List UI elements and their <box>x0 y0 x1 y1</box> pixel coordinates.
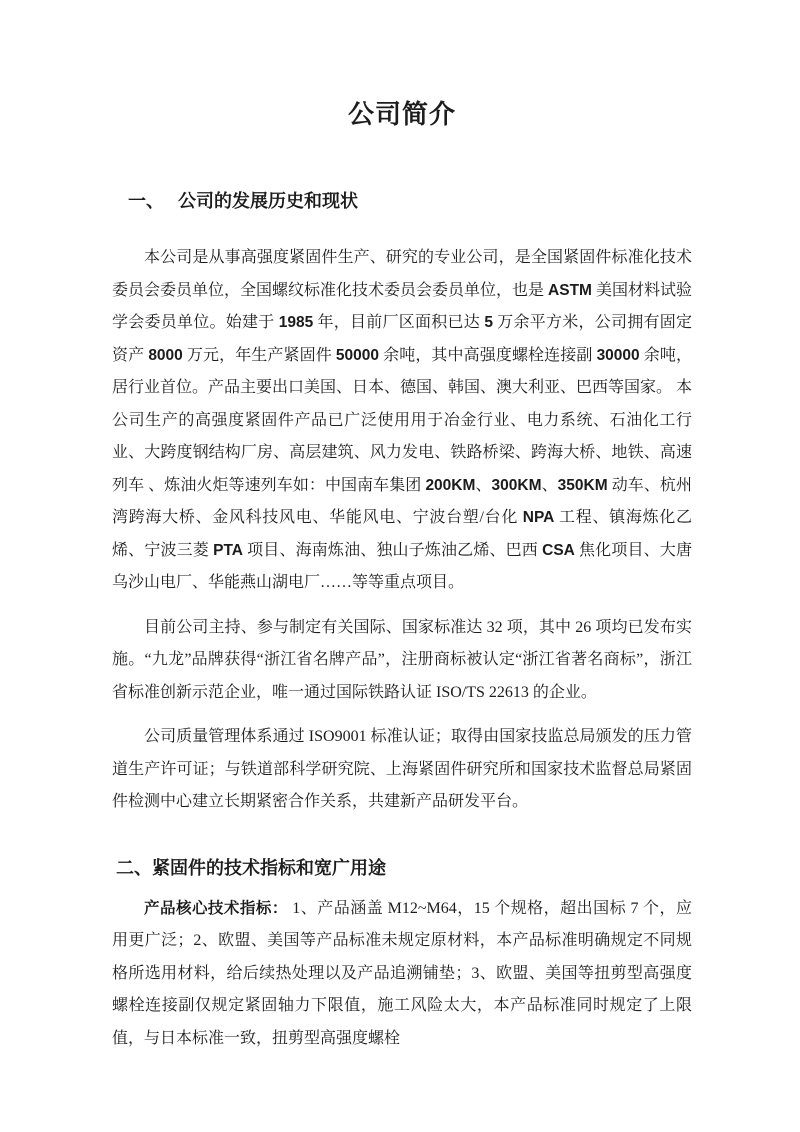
text-run: 余吨，其中高强度螺栓连接副 <box>379 346 597 364</box>
paragraph-company-history <box>112 242 692 600</box>
text-run: 目前公司主持、参与制定有关国际、国家标准达 32 项，其中 26 项均已发布实施。“九龙”品牌获得“浙江省名牌产品”，注册商标被认定“浙江省著名商标”，浙江省标准创新示范企业，唯一通过国际铁路认证 ISO/TS 22613 的企业。 <box>112 618 692 701</box>
section2-heading: 二、紧固件的技术指标和宽广用途 <box>116 857 386 878</box>
text-run: 动车、杭州湾跨海大桥、金风科技风电、华能风电、宁波台塑/台化 <box>112 476 692 526</box>
text-run: 余吨，居行业首位。产品主要出口美国、日本、德国、韩国、澳大利亚、巴西等国家。 本公司生产的高强度紧固件产品已广泛使用用于冶金行业、电力系统、石油化工行业、大跨度钢结构厂房、高层建筑、风力发电、铁路桥梁、跨海大桥、地铁、高速列车 、炼油火炬等速列车如：中国南车集团 <box>112 346 693 494</box>
text-run: CSA <box>542 541 575 559</box>
paragraph-tech-indicators <box>112 893 692 1056</box>
text-run: 300KM <box>491 476 542 494</box>
text-run: NPA <box>522 509 555 526</box>
paragraph-standards-awards <box>112 612 692 710</box>
text-run: 项目、海南炼油、独山子炼油乙烯、巴西 <box>242 541 543 559</box>
text-run: 1、产品涵盖 M12~M64，15 个规格，超出国标 7 个，应用更广泛；2、欧盟、美国等产品标准未规定原材料，本产品标准明确规定不同规格所选用材料，给后续热处理以及产品追溯铺垫；3、欧盟、美国等扭剪型高强度螺栓连接副仅规定紧固轴力下限值，施工风险太大，本产品标准同时规定了上限值，与日本标准一致，扭剪型高强度螺栓 <box>112 899 692 1047</box>
text-run: 焦化项目、大唐乌沙山电厂、华能燕山湖电厂……等等重点项目。 <box>112 541 692 591</box>
paragraph-quality-system <box>112 721 692 819</box>
section1-number: 一、 <box>128 191 164 211</box>
text-run: 8000 <box>148 346 183 364</box>
text-run: 年，目前厂区面积已达 <box>313 314 485 331</box>
text-run: 美国材料试验学会委员单位。始建于 <box>112 281 692 331</box>
text-run: 5 <box>484 314 493 331</box>
text-run: 工程、镇海炼化乙烯、宁波三菱 <box>112 509 692 559</box>
section1-heading <box>128 188 692 214</box>
text-run: 产品核心技术指标： <box>144 899 288 917</box>
text-run: 、 <box>475 476 492 494</box>
text-run: 公司质量管理体系通过 ISO9001 标准认证；取得由国家技监总局颁发的压力管道生产许可证；与铁道部科学研究院、上海紧固件研究所和国家技术监督总局紧固件检测中心建立长期紧密合作关系，共建新产品研发平台。 <box>112 728 692 810</box>
text-run: 1985 <box>278 314 314 331</box>
text-run: 万余平方米，公司拥有固定资产 <box>112 314 692 364</box>
text-run: 万元，年生产紧固件 <box>182 346 336 364</box>
text-run: 、 <box>541 476 558 494</box>
section1-heading-text: 公司的发展历史和现状 <box>178 191 358 211</box>
text-run: 30000 <box>596 346 640 364</box>
text-run: 200KM <box>425 476 476 494</box>
text-run: ASTM <box>548 281 592 299</box>
text-run: 本公司是从事高强度紧固件生产、研究的专业公司，是全国紧固件标准化技术委员会委员单位，全国螺纹标准化技术委员会委员单位，也是 <box>112 249 692 299</box>
text-run: 50000 <box>335 346 380 364</box>
text-run: 350KM <box>557 476 608 494</box>
text-run: PTA <box>213 541 243 559</box>
document-title: 公司简介 <box>347 100 456 129</box>
